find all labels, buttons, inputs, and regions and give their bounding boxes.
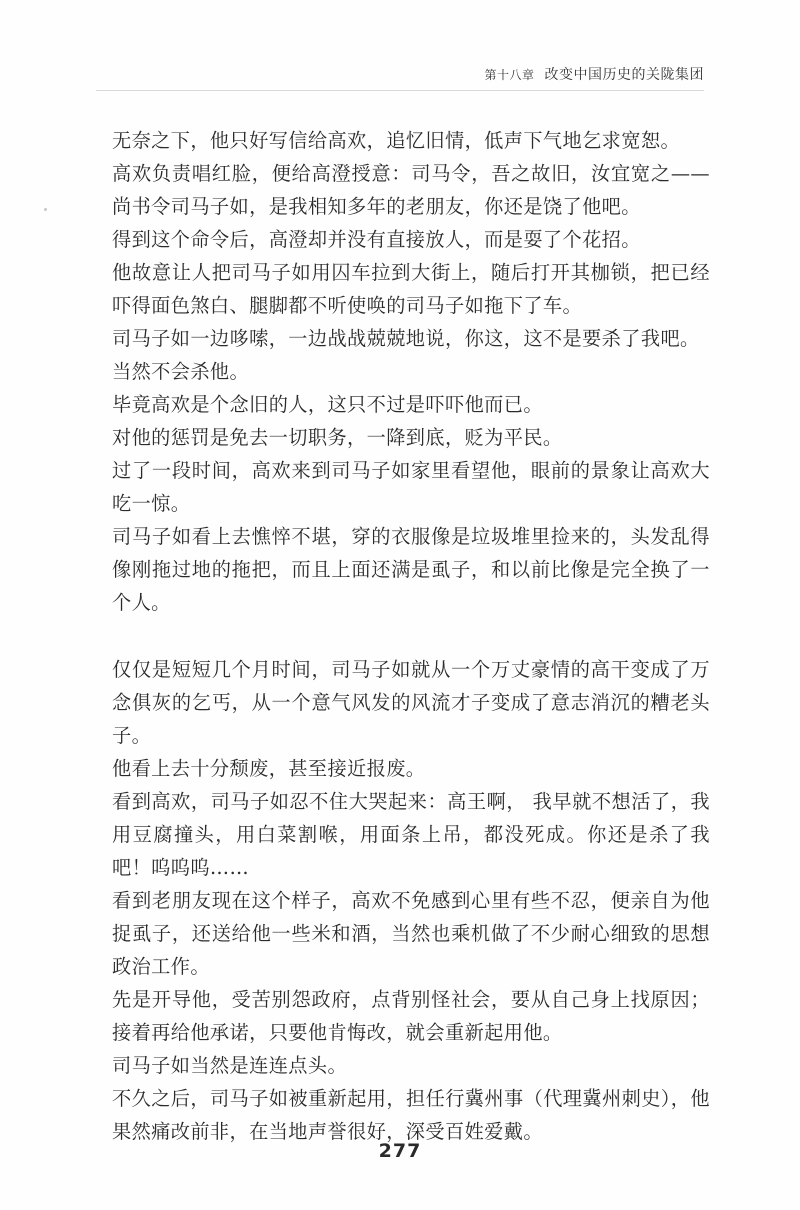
chapter-number: 第十八章 — [484, 68, 535, 82]
paragraph: 高欢负责唱红脸，便给高澄授意：司马令，吾之故旧，汝宜宽之——尚书令司马子如，是我相知多年的老朋友，你还是饶了他吧。 — [112, 162, 710, 218]
paragraph: 他故意让人把司马子如用囚车拉到大街上，随后打开其枷锁，把已经吓得面色煞白、腿脚都不听使唤的司马子如拖下了车。 — [112, 261, 710, 317]
paragraph: 毕竟高欢是个念旧的人，这只不过是吓吓他而已。 — [112, 393, 543, 416]
paragraph: 仅仅是短短几个月时间，司马子如就从一个万丈豪情的高干变成了万念俱灰的乞丐，从一个意气风发的风流才子变成了意志消沉的糟老头子。 — [112, 658, 710, 747]
paragraph: 司马子如当然是连连点头。 — [112, 1054, 348, 1077]
text-block-bottom — [112, 653, 710, 1148]
paragraph: 无奈之下，他只好写信给高欢，追忆旧情，低声下气地乞求宽恕。 — [112, 129, 681, 152]
text-block-top — [112, 124, 710, 619]
paragraph: 过了一段时间，高欢来到司马子如家里看望他，眼前的景象让高欢大吃一惊。 — [112, 459, 710, 515]
paragraph: 看到老朋友现在这个样子，高欢不免感到心里有些不忍，便亲自为他捉虱子，还送给他一些米和酒，当然也乘机做了不少耐心细致的思想政治工作。 — [112, 889, 710, 978]
paragraph: 司马子如看上去憔悴不堪，穿的衣服像是垃圾堆里捡来的，头发乱得像刚拖过地的拖把，而且上面还满是虱子，和以前比像是完全换了一个人。 — [112, 525, 710, 614]
paragraph: 先是开导他，受苦别怨政府，点背别怪社会，要从自己身上找原因；接着再给他承诺，只要他肯悔改，就会重新起用他。 — [112, 988, 710, 1044]
paragraph: 看到高欢，司马子如忍不住大哭起来：高王啊， 我早就不想活了，我用豆腐撞头，用白菜割喉，用面条上吊，都没死成。你还是杀了我吧！呜呜呜…… — [112, 790, 710, 879]
paragraph: 对他的惩罚是免去一切职务，一降到底，贬为平民。 — [112, 426, 563, 449]
body-text — [112, 124, 710, 1148]
paragraph: 他看上去十分颓废，甚至接近报废。 — [112, 757, 426, 780]
header-rule — [96, 90, 704, 91]
paragraph: 得到这个命令后，高澄却并没有直接放人，而是耍了个花招。 — [112, 228, 641, 251]
paragraph: 司马子如一边哆嗦，一边战战兢兢地说，你这，这不是要杀了我吧。 — [112, 327, 700, 350]
paragraph: 不久之后，司马子如被重新起用，担任行冀州事（代理冀州刺史），他果然痛改前非，在当地声誉很好，深受百姓爱戴。 — [112, 1087, 710, 1143]
paragraph: 当然不会杀他。 — [112, 360, 250, 383]
chapter-title: 改变中国历史的关陇集团 — [544, 67, 704, 83]
running-header — [484, 64, 704, 84]
margin-speck — [44, 208, 47, 211]
page-number: 277 — [378, 1140, 422, 1162]
section-gap — [112, 619, 710, 653]
